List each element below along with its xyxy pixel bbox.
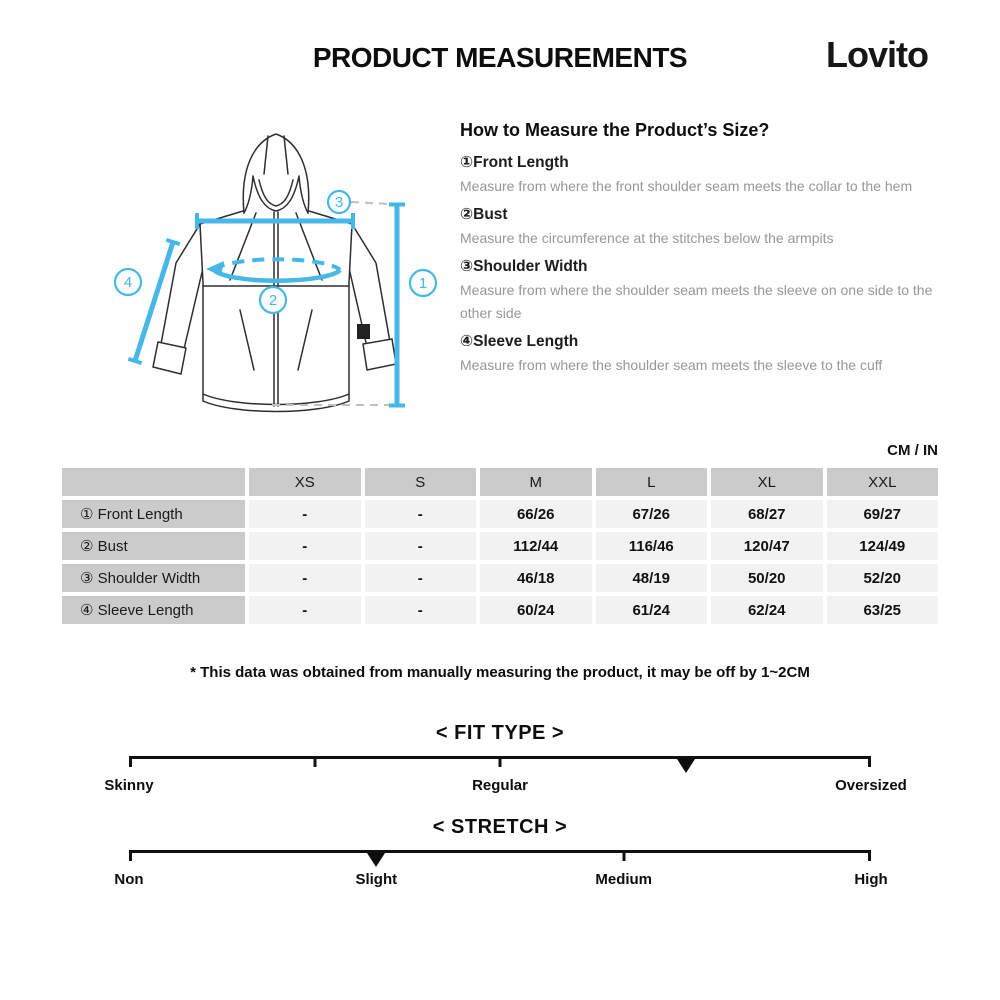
scale-tick: [868, 756, 871, 767]
table-cell: -: [365, 564, 477, 592]
unit-label: CM / IN: [887, 442, 938, 459]
column-header-xl: XL: [711, 468, 823, 496]
page-title: PRODUCT MEASUREMENTS: [312, 42, 688, 73]
table-cell: -: [365, 596, 477, 624]
table-row-sleeve-length: [62, 596, 938, 624]
svg-text:2: 2: [268, 292, 278, 309]
guide-title: How to Measure the Product’s Size?: [460, 120, 770, 140]
scale-label-oversized: Oversized: [835, 777, 907, 794]
measurements-table: [58, 464, 942, 628]
scale-tick: [313, 756, 316, 767]
table-cell: 48/19: [596, 564, 708, 592]
guide-item-front-length: [460, 153, 940, 198]
fit-type-line: [129, 756, 871, 770]
table-cell: 61/24: [596, 596, 708, 624]
row-label: ③ Shoulder Width: [62, 564, 245, 592]
svg-text:4: 4: [123, 274, 133, 291]
table-cell: 68/27: [711, 500, 823, 528]
table-cell: 50/20: [711, 564, 823, 592]
jacket-line-drawing: [100, 118, 460, 430]
callout-3: [328, 191, 350, 213]
callout-4: [115, 269, 141, 295]
scale-label-slight: Slight: [355, 871, 398, 888]
table-cell: 69/27: [827, 500, 939, 528]
table-row-shoulder-width: [62, 564, 938, 592]
table-cell: 66/26: [480, 500, 592, 528]
row-label: ① Front Length: [62, 500, 245, 528]
fit-type-labels: [104, 777, 907, 797]
table-cell: -: [365, 532, 477, 560]
shoulder-dashed-line: [351, 202, 390, 204]
guide-item-label: ④Sleeve Length: [460, 333, 579, 350]
column-header-m: M: [480, 468, 592, 496]
table-cell: 60/24: [480, 596, 592, 624]
scale-tick: [129, 756, 132, 767]
guide-item-label: ①Front Length: [460, 154, 569, 171]
table-cell: 62/24: [711, 596, 823, 624]
column-header-xxl: XXL: [827, 468, 939, 496]
column-header-xs: XS: [249, 468, 361, 496]
stretch-labels: [114, 871, 888, 891]
table-cell: 120/47: [711, 532, 823, 560]
stretch-line: [129, 850, 871, 864]
row-label: ② Bust: [62, 532, 245, 560]
callout-2: [260, 287, 286, 313]
disclaimer-note: * This data was obtained from manually measuring the product, it may be off by 1~2CM: [190, 664, 810, 681]
scale-label-regular: Regular: [472, 777, 528, 794]
table-cell: -: [249, 564, 361, 592]
guide-item-desc: Measure from where the front shoulder seam meets the collar to the hem: [460, 178, 913, 194]
scale-tick: [499, 756, 502, 767]
table-cell: -: [249, 596, 361, 624]
table-row-bust: [62, 532, 938, 560]
sleeve-brand-patch: [357, 324, 370, 339]
scale-tick: [622, 850, 625, 861]
guide-item-label: ②Bust: [460, 206, 508, 223]
scale-label-skinny: Skinny: [104, 777, 154, 794]
table-cell: 52/20: [827, 564, 939, 592]
table-cell: 124/49: [827, 532, 939, 560]
table-cell: -: [249, 500, 361, 528]
guide-item-sleeve-length: [460, 332, 940, 377]
table-cell: 116/46: [596, 532, 708, 560]
scale-marker-icon: [367, 853, 385, 867]
guide-item-desc: Measure from where the shoulder seam meets the sleeve to the cuff: [460, 357, 883, 373]
row-label: ④ Sleeve Length: [62, 596, 245, 624]
scale-label-high: High: [854, 871, 888, 888]
column-header-l: L: [596, 468, 708, 496]
table-cell: 46/18: [480, 564, 592, 592]
guide-item-bust: [460, 205, 940, 250]
scale-label-non: Non: [114, 871, 144, 888]
callout-1: [410, 270, 436, 296]
measure-guide: [460, 120, 940, 377]
jacket-diagram: [100, 118, 460, 430]
scale-label-medium: Medium: [595, 871, 653, 888]
table-header-row: [62, 468, 938, 496]
brand-logo: Lovito: [826, 34, 928, 75]
stretch-title: < STRETCH >: [432, 816, 568, 838]
fit-type-title: < FIT TYPE >: [435, 722, 565, 744]
guide-item-label: ③Shoulder Width: [460, 258, 588, 275]
scale-tick: [129, 850, 132, 861]
stretch-scale: [114, 816, 888, 891]
column-header-s: S: [365, 468, 477, 496]
table-row-front-length: [62, 500, 938, 528]
guide-item-shoulder-width: [460, 257, 940, 325]
table-cell: -: [365, 500, 477, 528]
scale-tick: [868, 850, 871, 861]
table-cell: 63/25: [827, 596, 939, 624]
table-corner-cell: [62, 468, 245, 496]
table-cell: 67/26: [596, 500, 708, 528]
svg-text:3: 3: [334, 194, 344, 211]
fit-type-scale: [104, 722, 907, 797]
guide-item-desc: Measure the circumference at the stitches below the armpits: [460, 230, 834, 246]
scale-marker-icon: [677, 759, 695, 773]
table-cell: -: [249, 532, 361, 560]
svg-text:1: 1: [418, 275, 428, 292]
guide-item-desc: Measure from where the shoulder seam meets the sleeve on one side to the other side: [460, 282, 933, 321]
table-cell: 112/44: [480, 532, 592, 560]
